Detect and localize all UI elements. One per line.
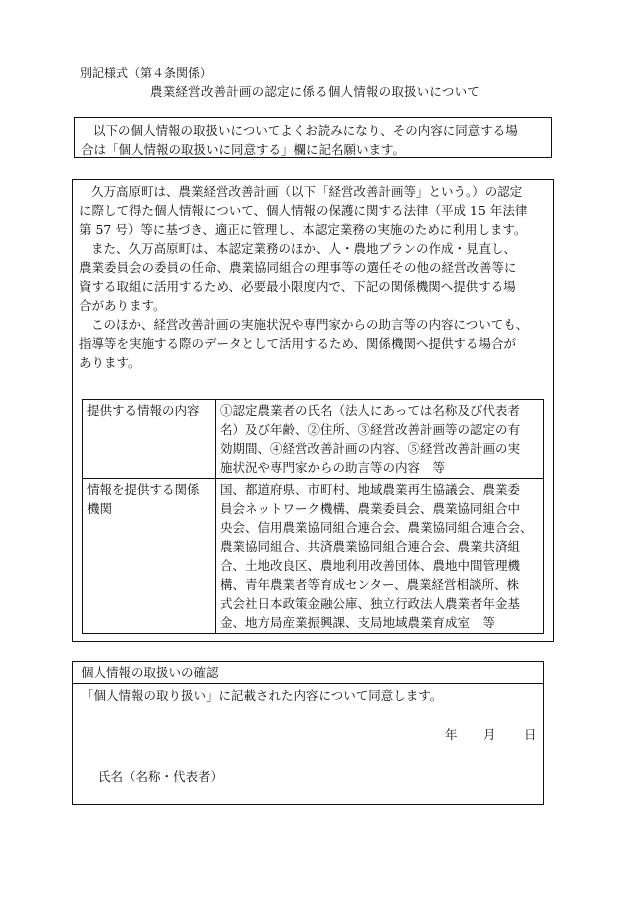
paragraph-line: また、久万高原町は、本認定業務のほか、人・農地プランの作成・見直し、 [91, 241, 517, 256]
table-content-line: 名）及び年齢、②住所、③経営改善計画等の認定の有 [220, 422, 521, 437]
table-row [83, 479, 544, 634]
table-label-cell [83, 479, 216, 634]
notice-box [74, 117, 552, 158]
paragraph-line: に際して得た個人情報について、個人情報の保護に関する法律（平成 15 年法律 [79, 203, 528, 218]
paragraph-line: あります。 [79, 355, 141, 370]
document-title: 農業経営改善計画の認定に係る個人情報の取扱いについて [150, 84, 480, 99]
table-label: 機関 [87, 501, 113, 516]
paragraph-line: 第 57 号）等に基づき、適正に管理し、本認定業務の実施のために利用します。 [79, 222, 527, 237]
paragraph-line: 久万高原町は、農業経営改善計画（以下「経営改善計画等」という。）の認定 [91, 184, 523, 199]
date-year-label[interactable]: 年 [445, 727, 458, 742]
info-provision-table [82, 399, 544, 634]
paragraph-line: 農業委員会の委員の任命、農業協同組合の理事等の選任その他の経営改善等に [79, 260, 517, 275]
table-content-cell [216, 479, 544, 634]
table-label-cell [83, 400, 216, 479]
table-row [83, 400, 544, 479]
notice-line: 合は「個人情報の取扱いに同意する」欄に記名願います。 [81, 142, 406, 157]
table-content-line: 央会、信用農業協同組合連合会、農業協同組合連合会、 [220, 520, 533, 535]
date-day-label[interactable]: 日 [524, 727, 537, 742]
date-month-label[interactable]: 月 [483, 727, 496, 742]
table-label: 提供する情報の内容 [87, 403, 200, 418]
paragraph-line: 指導等を実施する際のデータとして活用するため、関係機関へ提供する場合が [79, 336, 517, 351]
table-content-line: 国、都道府県、市町村、地域農業再生協議会、農業委 [220, 482, 521, 497]
paragraph-line: このほか、経営改善計画の実施状況や専門家からの助言等の内容についても、 [91, 317, 529, 332]
paragraph-third-party-provision [79, 239, 549, 315]
notice-line: 以下の個人情報の取扱いについてよくお読みになり、その内容に同意する場 [93, 123, 518, 138]
paragraph-advice-data [79, 315, 549, 372]
table-content-line: 員会ネットワーク機構、農業委員会、農業協同組合中 [220, 501, 521, 516]
consent-statement: 「個人情報の取り扱い」に記載された内容について同意します。 [81, 688, 443, 703]
form-number: 別記様式（第４条関係） [80, 66, 213, 80]
personal-info-section [72, 179, 554, 642]
name-field-label[interactable]: 氏名（名称・代表者） [98, 769, 224, 784]
table-content-line: ①認定農業者の氏名（法人にあっては名称及び代表者 [220, 403, 520, 418]
table-content-line: 施状況や専門家からの助言等の内容 等 [220, 460, 446, 475]
paragraph-line: 資する取組に活用するため、必要最小限度内で、下記の関係機関へ提供する場 [79, 279, 516, 294]
paragraph-usage-purpose [79, 182, 549, 239]
consent-confirmation-box [72, 661, 544, 805]
table-content-cell [216, 400, 544, 479]
consent-heading: 個人情報の取扱いの確認 [73, 662, 543, 684]
table-content-line: 式会社日本政策金融公庫、独立行政法人農業者年金基 [220, 596, 521, 611]
table-content-line: 農業協同組合、共済農業協同組合連合会、農業共済組 [220, 539, 521, 554]
table-label: 情報を提供する関係 [87, 482, 200, 497]
table-content-line: 構、青年農業者等育成センター、農業経営相談所、株 [220, 577, 520, 592]
table-content-line: 効期間、④経営改善計画の内容、⑤経営改善計画の実 [220, 441, 521, 456]
table-content-line: 金、地方局産業振興課、支局地域農業育成室 等 [220, 615, 496, 630]
table-content-line: 合、土地改良区、農地利用改善団体、農地中間管理機 [220, 558, 521, 573]
paragraph-line: 合があります。 [79, 298, 166, 313]
